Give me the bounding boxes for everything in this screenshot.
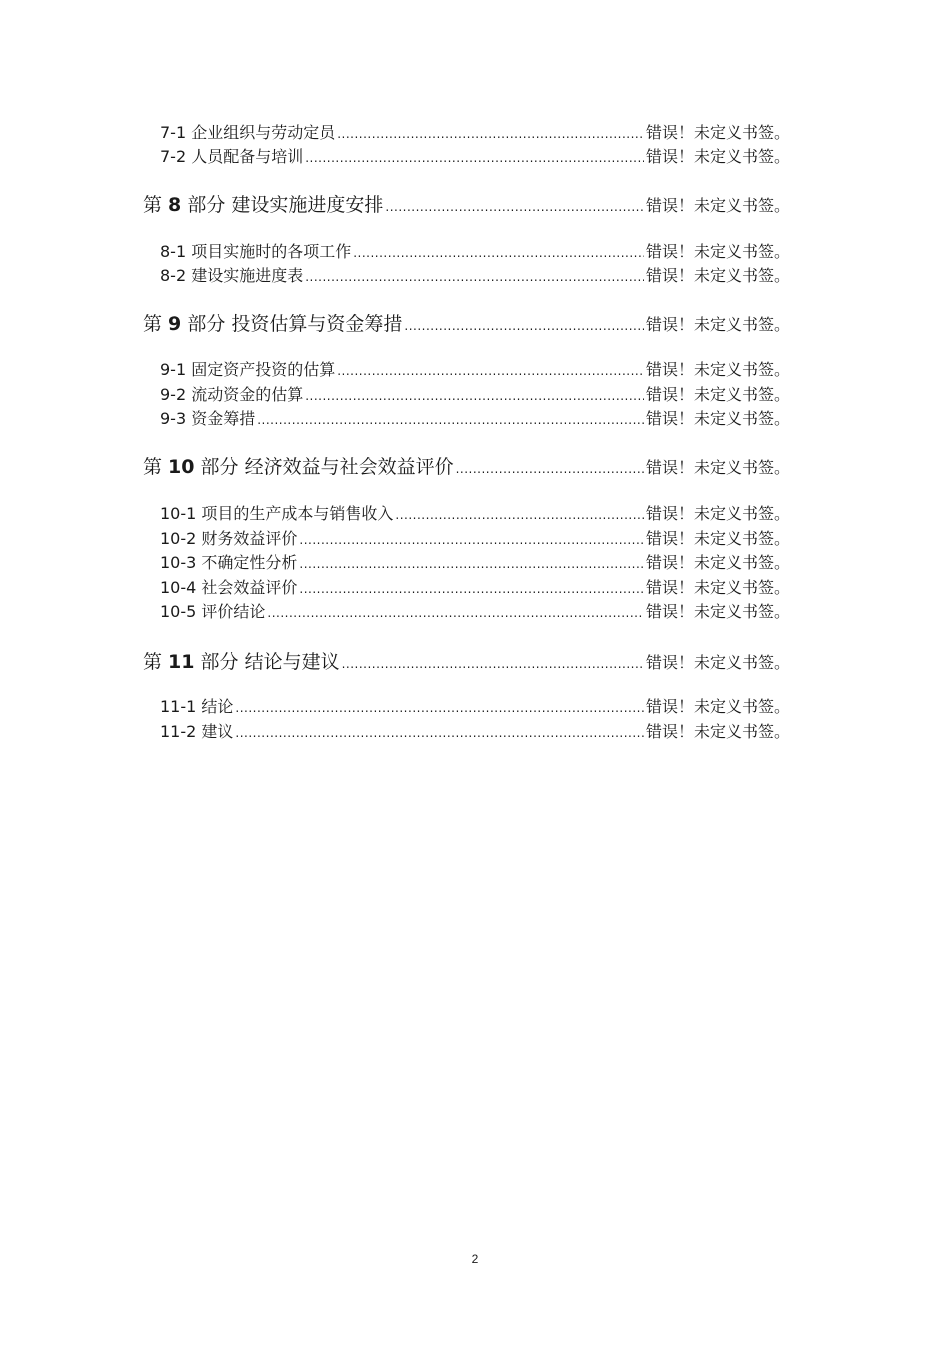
chapter-suffix: 部分 xyxy=(194,456,245,478)
chapter-prefix: 第 xyxy=(143,456,169,478)
section-title: 流动资金的估算 xyxy=(191,385,304,404)
section-number: 9-3 xyxy=(160,409,192,428)
page-reference: 错误！未定义书签。 xyxy=(645,722,790,741)
toc-section-entry[interactable] xyxy=(0,239,950,263)
chapter-number: 9 xyxy=(168,313,182,335)
section-number: 8-1 xyxy=(160,242,192,261)
toc-entry-label xyxy=(160,357,335,380)
toc-section-entry[interactable] xyxy=(0,382,950,406)
page-reference: 错误！未定义书签。 xyxy=(645,697,790,716)
chapter-prefix: 第 xyxy=(143,651,169,673)
page-reference: 错误！未定义书签。 xyxy=(645,196,790,215)
page-reference: 错误！未定义书签。 xyxy=(645,602,790,621)
toc-section-entry[interactable] xyxy=(0,501,950,525)
chapter-suffix: 部分 xyxy=(181,194,232,216)
section-number: 9-1 xyxy=(160,360,192,379)
toc-entry-label xyxy=(160,575,297,598)
chapter-title: 结论与建议 xyxy=(244,651,340,673)
toc-section-entry[interactable] xyxy=(0,599,950,623)
page-reference: 错误！未定义书签。 xyxy=(645,242,790,261)
chapter-suffix: 部分 xyxy=(194,651,245,673)
chapter-number: 10 xyxy=(168,456,195,478)
section-number: 11-2 xyxy=(160,722,202,741)
section-title: 结论 xyxy=(201,697,234,716)
toc-entry-label xyxy=(160,550,297,573)
chapter-prefix: 第 xyxy=(143,194,169,216)
section-title: 固定资产投资的估算 xyxy=(191,360,336,379)
section-number: 7-1 xyxy=(160,123,192,142)
section-title: 人员配备与培训 xyxy=(191,147,304,166)
page-reference: 错误！未定义书签。 xyxy=(645,504,790,523)
page-reference: 错误！未定义书签。 xyxy=(645,147,790,166)
chapter-title: 建设实施进度安排 xyxy=(231,194,384,216)
toc-chapter-entry[interactable] xyxy=(0,647,950,675)
chapter-title: 投资估算与资金筹措 xyxy=(231,313,403,335)
toc-entry-label xyxy=(160,263,303,286)
section-title: 建设实施进度表 xyxy=(191,266,304,285)
page-reference: 错误！未定义书签。 xyxy=(645,458,790,477)
chapter-suffix: 部分 xyxy=(181,313,232,335)
section-number: 10-3 xyxy=(160,553,202,572)
section-title: 财务效益评价 xyxy=(201,529,298,548)
toc-section-entry[interactable] xyxy=(0,263,950,287)
section-title: 企业组织与劳动定员 xyxy=(191,123,336,142)
toc-entry-label xyxy=(160,526,297,549)
dot-leader xyxy=(404,313,644,335)
page-reference: 错误！未定义书签。 xyxy=(645,315,790,334)
toc-section-entry[interactable] xyxy=(0,357,950,381)
section-title: 项目实施时的各项工作 xyxy=(191,242,352,261)
toc-section-entry[interactable] xyxy=(0,719,950,743)
chapter-prefix: 第 xyxy=(143,313,169,335)
section-number: 9-2 xyxy=(160,385,192,404)
section-number: 7-2 xyxy=(160,147,192,166)
section-number: 10-5 xyxy=(160,602,202,621)
section-title: 项目的生产成本与销售收入 xyxy=(201,504,394,523)
dot-leader xyxy=(456,456,644,478)
toc-section-entry[interactable] xyxy=(0,550,950,574)
dot-leader xyxy=(267,602,644,621)
toc-entry-label xyxy=(143,190,383,217)
dot-leader xyxy=(235,722,644,741)
toc-entry-label xyxy=(143,452,454,479)
toc-section-entry[interactable] xyxy=(0,144,950,168)
dot-leader xyxy=(337,123,644,142)
dot-leader xyxy=(235,697,644,716)
dot-leader xyxy=(299,578,644,597)
toc-entry-label xyxy=(160,239,351,262)
chapter-title: 经济效益与社会效益评价 xyxy=(244,456,454,478)
dot-leader xyxy=(257,409,644,428)
toc-entry-label xyxy=(160,694,233,717)
toc-section-entry[interactable] xyxy=(0,694,950,718)
page-reference: 错误！未定义书签。 xyxy=(645,360,790,379)
toc-entry-label xyxy=(143,647,340,674)
page-reference: 错误！未定义书签。 xyxy=(645,653,790,672)
toc-entry-label xyxy=(143,309,402,336)
toc-chapter-entry[interactable] xyxy=(0,452,950,480)
dot-leader xyxy=(299,529,644,548)
toc-section-entry[interactable] xyxy=(0,575,950,599)
dot-leader xyxy=(305,385,644,404)
toc-entry-label xyxy=(160,599,265,622)
section-number: 10-1 xyxy=(160,504,202,523)
page-reference: 错误！未定义书签。 xyxy=(645,553,790,572)
section-title: 不确定性分析 xyxy=(201,553,298,572)
section-title: 建议 xyxy=(201,722,234,741)
toc-entry-label xyxy=(160,382,303,405)
dot-leader xyxy=(299,553,644,572)
section-number: 10-4 xyxy=(160,578,202,597)
section-title: 社会效益评价 xyxy=(201,578,298,597)
section-title: 资金筹措 xyxy=(191,409,256,428)
toc-entry-label xyxy=(160,120,335,143)
page-reference: 错误！未定义书签。 xyxy=(645,409,790,428)
page-reference: 错误！未定义书签。 xyxy=(645,266,790,285)
dot-leader xyxy=(353,242,644,261)
toc-entry-label xyxy=(160,719,233,742)
dot-leader xyxy=(305,147,644,166)
toc-section-entry[interactable] xyxy=(0,526,950,550)
chapter-number: 11 xyxy=(168,651,195,673)
page-reference: 错误！未定义书签。 xyxy=(645,123,790,142)
section-number: 10-2 xyxy=(160,529,202,548)
section-number: 8-2 xyxy=(160,266,192,285)
page-reference: 错误！未定义书签。 xyxy=(645,529,790,548)
dot-leader xyxy=(337,360,644,379)
toc-entry-label xyxy=(160,406,255,429)
page-reference: 错误！未定义书签。 xyxy=(645,578,790,597)
toc-entry-label xyxy=(160,501,393,524)
chapter-number: 8 xyxy=(168,194,182,216)
toc-chapter-entry[interactable] xyxy=(0,190,950,218)
toc-entry-label xyxy=(160,144,303,167)
toc-chapter-entry[interactable] xyxy=(0,309,950,337)
toc-section-entry[interactable] xyxy=(0,120,950,144)
section-title: 评价结论 xyxy=(201,602,266,621)
dot-leader xyxy=(342,651,644,673)
page-number: 2 xyxy=(471,1252,479,1266)
dot-leader xyxy=(385,194,644,216)
section-number: 11-1 xyxy=(160,697,202,716)
toc-section-entry[interactable] xyxy=(0,406,950,430)
page-reference: 错误！未定义书签。 xyxy=(645,385,790,404)
dot-leader xyxy=(395,504,644,523)
dot-leader xyxy=(305,266,644,285)
